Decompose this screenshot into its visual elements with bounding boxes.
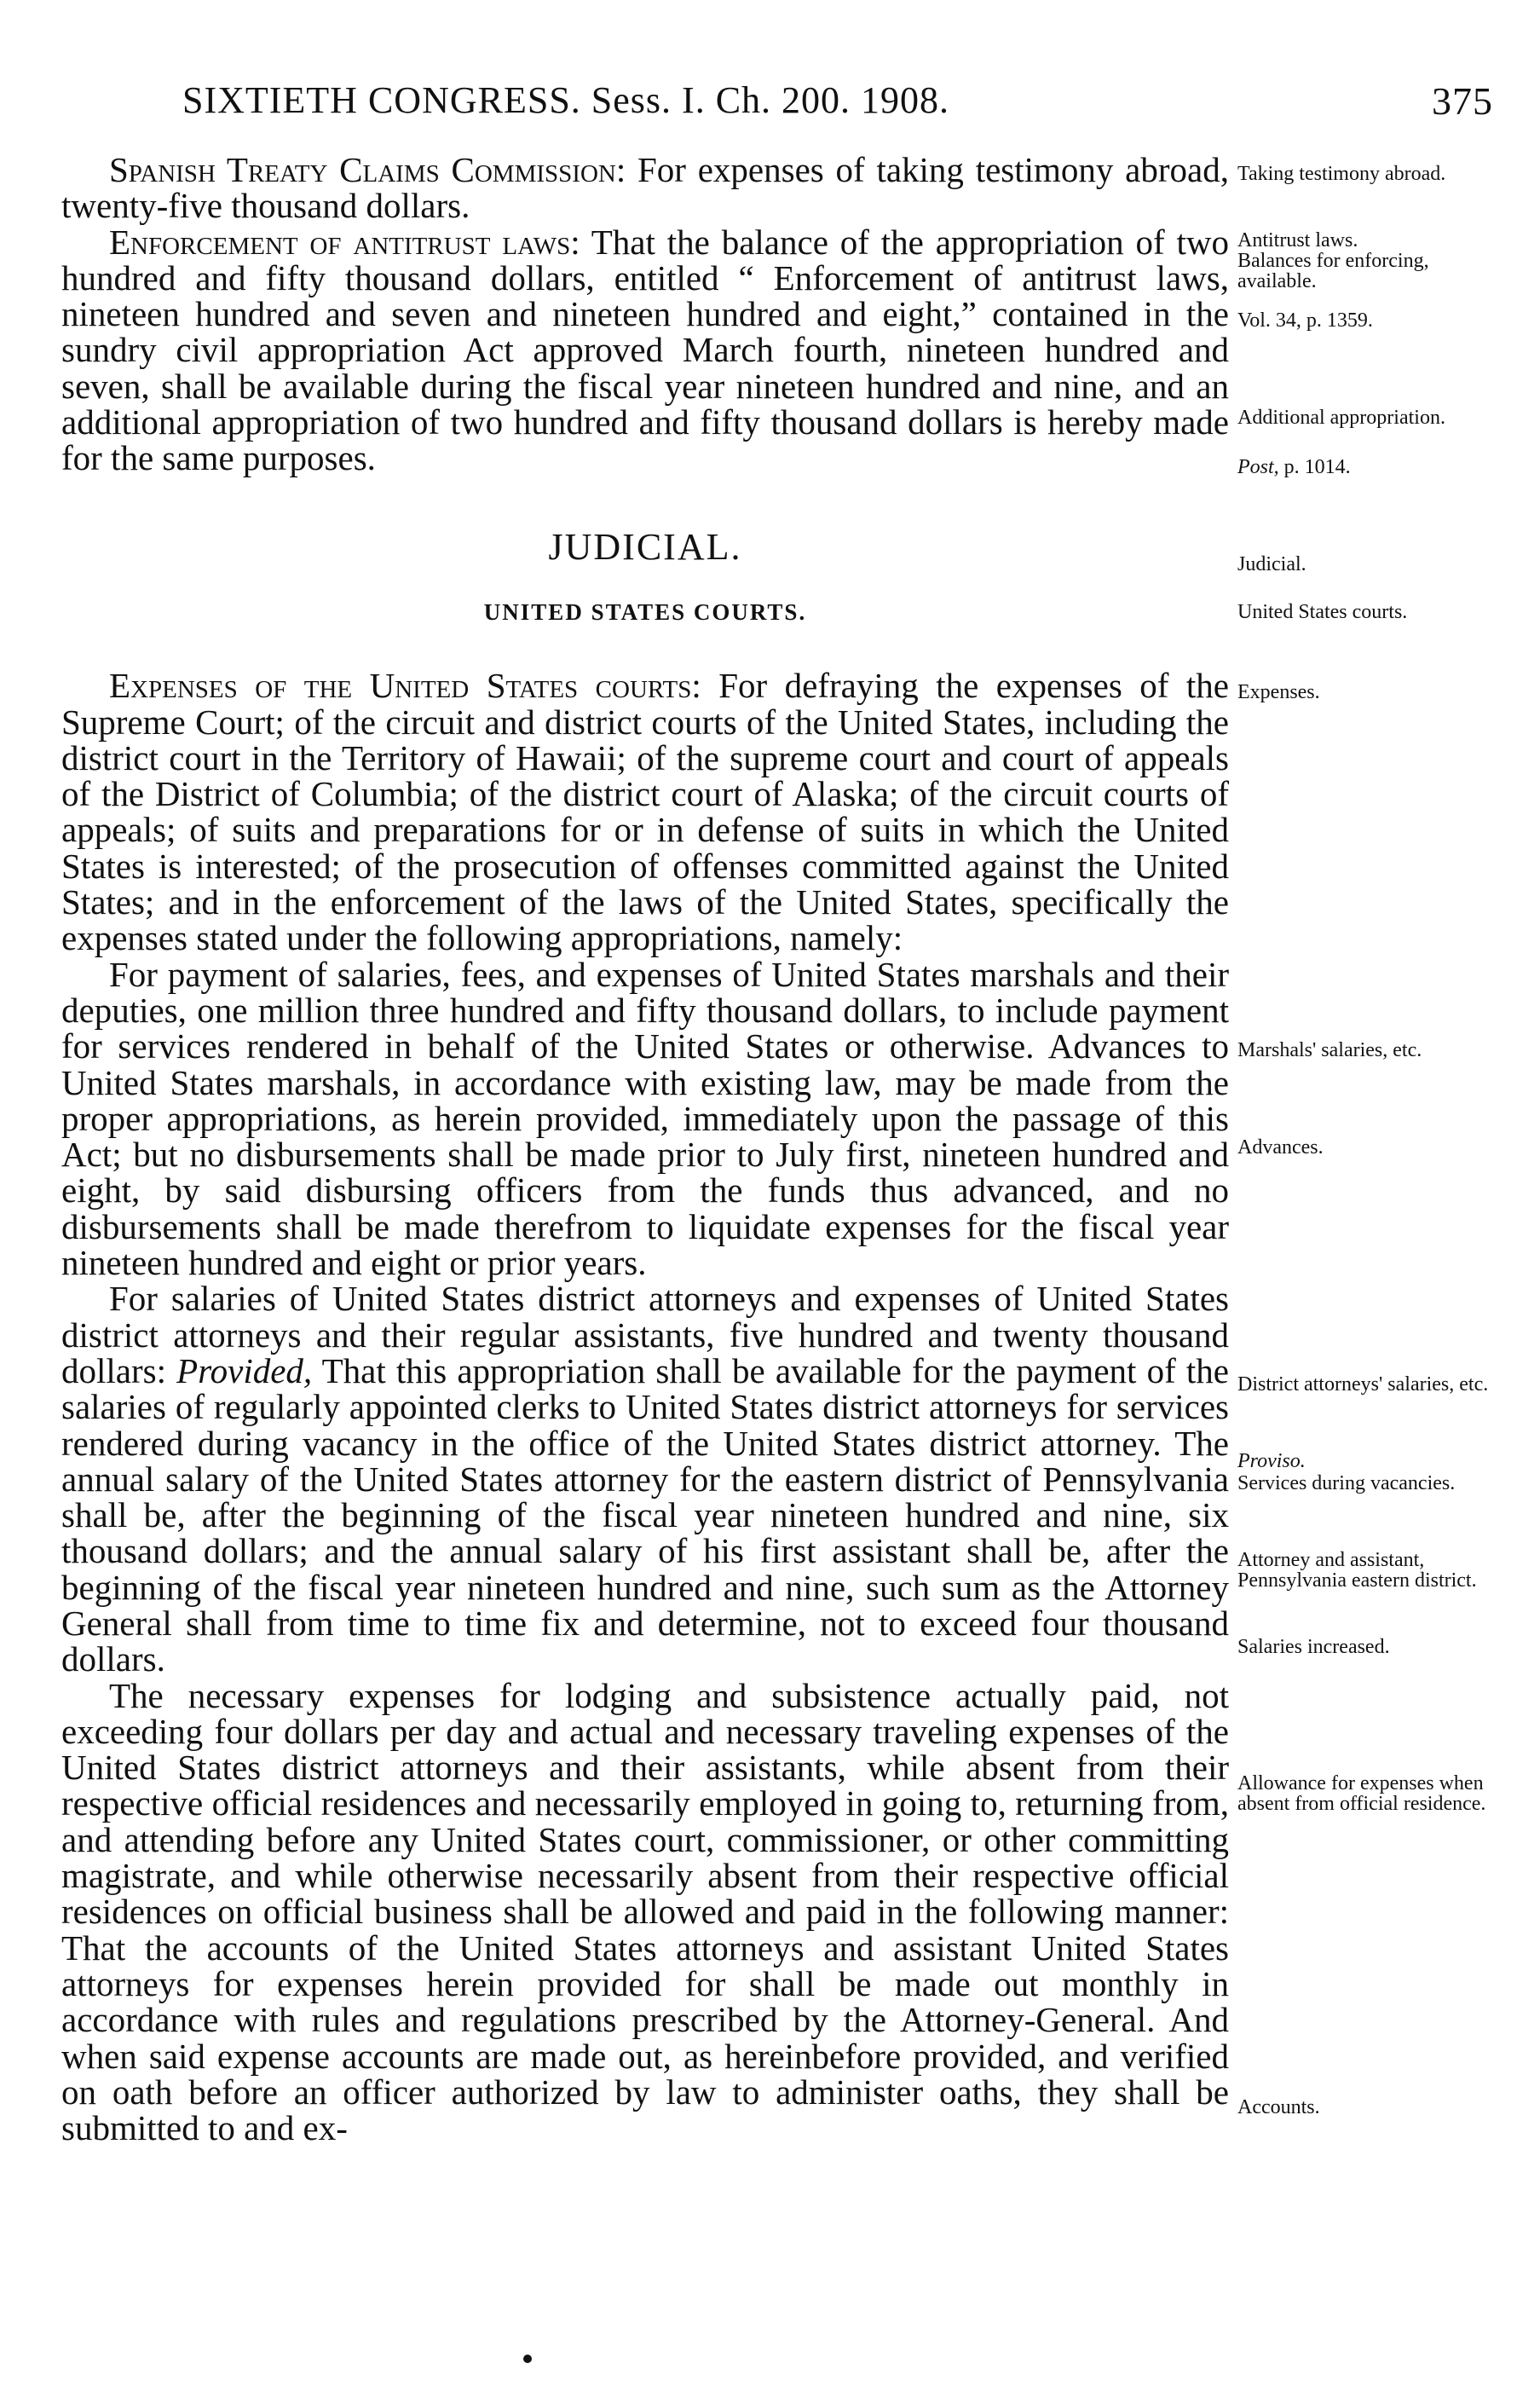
margin-note-taking-testimony: Taking testimony abroad. [1237, 163, 1446, 185]
section-lead: Enforcement of antitrust laws: [109, 222, 580, 262]
margin-note-attorney-assistant: Attorney and assistant, Pennsylvania eastern district. [1237, 1549, 1477, 1592]
proviso-italic: Proviso. [1237, 1450, 1306, 1472]
margin-note-antitrust: Antitrust laws. [1237, 229, 1358, 251]
paragraph-text: For defraying the expenses of the Supreme Court; of the circuit and district courts of the United States, including the district court in the Territory of Hawaii; of the supreme court and court of appeals of the District of Columbia; of the district court of Alaska; of the circuit courts of appeals; of suits and preparations for or in defense of suits in which the United States is interested; of the prosecution of offenses committed against the United States; and in the enforcement of the laws of the United States, specifically the expenses stated under the following appropriations, namely: [61, 666, 1229, 958]
margin-note-expenses: Expenses. [1237, 681, 1320, 703]
paragraph-text: That the balance of the appropriation of two hundred and fifty thousand dollars, entitled “ Enforcement of antitrust laws, nineteen hundred and seven and nineteen hundred and eight,” contained in the sundry civil appropriation Act approved March fourth, nineteen hundred and seven, shall be available during the fiscal year nineteen hundred and nine, and an additional appropriation of two hundred and fifty thousand dollars is hereby made for the same purposes. [61, 222, 1230, 478]
main-text-column [61, 152, 1229, 2146]
post-word: Post, [1237, 456, 1279, 478]
margin-note-accounts: Accounts. [1237, 2096, 1320, 2118]
section-lead: Spanish Treaty Claims Commission: [109, 150, 626, 189]
paragraph-spanish-treaty [61, 152, 1229, 224]
paragraph-text: For expenses of taking testimony abroad, twenty-five thousand dollars. [61, 150, 1229, 226]
page-number: 375 [1432, 79, 1493, 123]
running-head: SIXTIETH CONGRESS. Sess. I. Ch. 200. 1908. [182, 79, 950, 121]
margin-note-allowance: Allowance for expenses when absent from official residence. [1237, 1772, 1486, 1815]
print-mark [523, 2355, 532, 2363]
margin-note-balances: Balances for enforcing, available. [1237, 250, 1429, 292]
margin-note-judicial: Judicial. [1237, 553, 1306, 575]
margin-note-salaries-increased: Salaries increased. [1237, 1636, 1390, 1658]
paragraph-expenses-courts [61, 667, 1229, 956]
paragraph-marshals: For payment of salaries, fees, and expenses of United States marshals and their deputies, one million three hundred and fifty thousand dollars, to include payment for services rendered in behalf of the United States or otherwise. Advances to United States marshals, in accordance with existing law, may be made from the proper appropriations, as herein provided, immediately upon the passage of this Act; but no disbursements shall be made prior to July first, nineteen hundred and eight, by said disbursing officers from the funds thus advanced, and no disbursements shall be made therefrom to liquidate expenses for the fiscal year nineteen hundred and eight or prior years. [61, 954, 1229, 1283]
margin-note-district-attorneys: District attorneys' salaries, etc. [1237, 1373, 1489, 1396]
margin-note-marshals: Marshals' salaries, etc. [1237, 1039, 1422, 1061]
paragraph-text: That this appropriation shall be available for the payment of the salaries of regularly appointed clerks to United States district attorneys for services rendered during vacancy in the office of the United States district attorney. The annual salary of the United States attorney for the eastern district of Pennsylvania shall be, after the beginning of the fiscal year nineteen hundred and nine, six thousand dollars; and the annual salary of his first assistant shall be, after the beginning of the fiscal year nineteen hundred and nine, such sum as the Attorney General shall from time to time fix and determine, not to exceed four thousand dollars. [61, 1350, 1229, 1679]
heading-united-states-courts: UNITED STATES COURTS. [483, 598, 807, 625]
paragraph-antitrust [61, 224, 1229, 477]
paragraph-text: For salaries of United States district attorneys and expenses of United States district attorneys and their regular assistants, five hundred and twenty thousand dollars: [61, 1279, 1229, 1390]
margin-note-post-reference [1237, 457, 1493, 477]
margin-note-additional-appropriation: Additional appropriation. [1237, 407, 1445, 429]
margin-note-proviso [1237, 1451, 1493, 1471]
paragraph-lodging-expenses: The necessary expenses for lodging and subsistence actually paid, not exceeding four dollars per day and actual and necessary traveling expenses of the United States district attorneys and their assistants, while absent from their respective official residences and necessarily employed in going to, returning from, and attending before any United States court, commissioner, or other committing magistrate, and while otherwise necessarily absent from their respective official residences on official business shall be allowed and paid in the following manner: That the accounts of the United States attorneys and assistant United States attorneys for expenses herein provided for shall be made out monthly in accordance with rules and regulations prescribed by the Attorney-General. And when said expense accounts are made out, as hereinbefore provided, and verified on oath before an officer authorized by law to administer oaths, they shall be submitted to and ex- [61, 1675, 1229, 2148]
heading-judicial: JUDICIAL. [548, 525, 742, 568]
page-header [61, 78, 1493, 130]
section-lead: Expenses of the United States courts: [109, 666, 701, 706]
margin-note-advances: Advances. [1237, 1136, 1324, 1159]
post-page: p. 1014. [1278, 456, 1351, 478]
margin-note-services-vacancies: Services during vacancies. [1237, 1472, 1456, 1494]
proviso-word: Provided, [176, 1350, 313, 1390]
margin-note-us-courts: United States courts. [1237, 601, 1408, 623]
margin-note-volume-reference: Vol. 34, p. 1359. [1237, 309, 1373, 332]
paragraph-district-attorneys [61, 1280, 1229, 1677]
